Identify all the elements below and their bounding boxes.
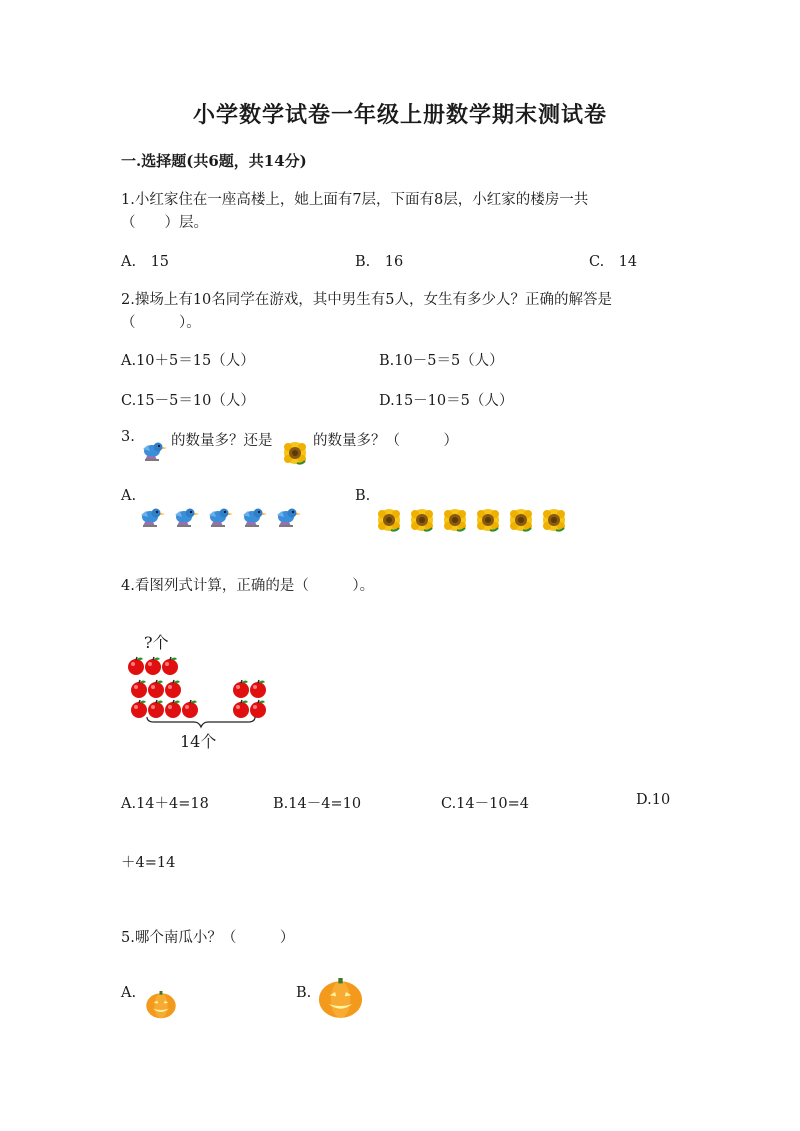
q5-question: 5.哪个南瓜小？（ ）	[121, 930, 295, 946]
sunflower-icon	[443, 508, 467, 532]
apple-icon	[147, 680, 165, 698]
q2-line1: 2.操场上有10名同学在游戏，其中男生有5人，女生有多少人？正确的解答是	[121, 292, 613, 308]
q3-text-part1: 的数量多？还是	[171, 433, 273, 449]
blue-bird-icon	[141, 441, 167, 463]
blue-bird-icon	[173, 507, 199, 529]
q1-line1: 1.小红家住在一座高楼上，她上面有7层，下面有8层，小红家的楼房一共	[121, 192, 589, 208]
q2-option-d[interactable]: D.15－10＝5（人）	[379, 393, 514, 409]
q4-question: 4.看图列式计算，正确的是（ ）。	[121, 578, 375, 594]
q4-question-label: ?个	[144, 633, 169, 652]
q1-option-c[interactable]: C. 14	[589, 254, 638, 270]
apple-icon	[249, 680, 267, 698]
section-heading: 一.选择题(共6题，共14分)	[121, 152, 307, 170]
apple-icon	[164, 680, 182, 698]
q5-option-a[interactable]: A.	[121, 985, 137, 1001]
q1-option-a[interactable]: A. 15	[121, 254, 170, 270]
apple-icon	[161, 657, 179, 675]
q4-brace	[146, 716, 256, 730]
q5-option-b[interactable]: B.	[296, 985, 312, 1001]
large-pumpkin-icon	[315, 978, 366, 1019]
sunflower-icon	[410, 508, 434, 532]
small-pumpkin-icon	[144, 991, 178, 1019]
page-title: 小学数学试卷一年级上册数学期末测试卷	[192, 102, 607, 128]
q4-option-c[interactable]: C.14－10=4	[441, 796, 529, 812]
q4-option-d[interactable]: D.10	[636, 792, 671, 808]
blue-bird-icon	[207, 507, 233, 529]
apple-icon	[144, 657, 162, 675]
q1-line2: （ ）层。	[121, 215, 208, 231]
blue-bird-icon	[241, 507, 267, 529]
q4-option-a[interactable]: A.14＋4=18	[121, 796, 209, 812]
q2-option-c[interactable]: C.15－5＝10（人）	[121, 393, 255, 409]
q4-option-d-wrap: ＋4=14	[121, 855, 176, 871]
q2-option-b[interactable]: B.10－5＝5（人）	[379, 353, 504, 369]
q4-option-b[interactable]: B.14－4=10	[273, 796, 362, 812]
blue-bird-icon	[275, 507, 301, 529]
apple-icon	[232, 680, 250, 698]
sunflower-icon	[509, 508, 533, 532]
apple-icon	[127, 657, 145, 675]
q3-option-b[interactable]: B.	[355, 488, 371, 504]
q1-option-b[interactable]: B. 16	[355, 254, 404, 270]
sunflower-icon	[283, 441, 307, 465]
q2-line2: （ ）。	[121, 315, 201, 331]
sunflower-icon	[476, 508, 500, 532]
apple-icon	[130, 680, 148, 698]
q2-option-a[interactable]: A.10＋5＝15（人）	[121, 353, 255, 369]
q4-total-label: 14个	[180, 732, 217, 751]
sunflower-icon	[542, 508, 566, 532]
q3-option-a[interactable]: A.	[121, 488, 137, 504]
q3-prefix: 3.	[121, 429, 135, 445]
blue-bird-icon	[139, 507, 165, 529]
sunflower-icon	[377, 508, 401, 532]
q3-text-part2: 的数量多？（ ）	[313, 433, 458, 449]
